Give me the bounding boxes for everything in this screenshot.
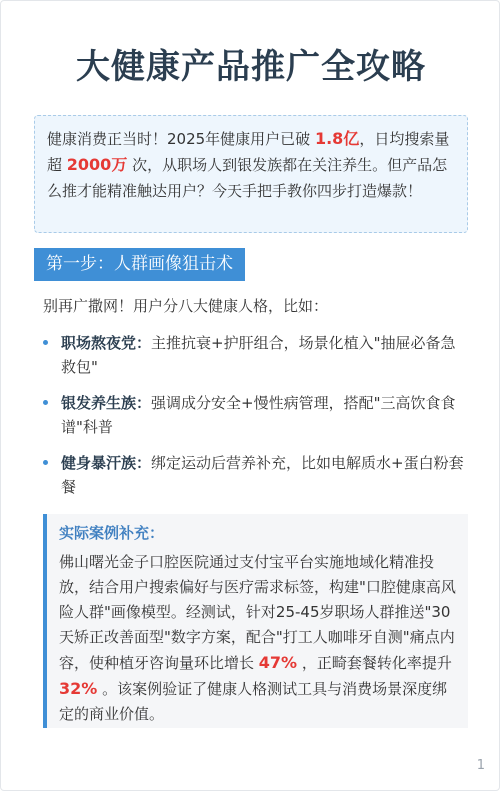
list-item — [43, 451, 468, 499]
persona-text: 绑定运动后营养补充，比如电解质水+蛋白粉套餐 — [61, 454, 464, 496]
intro-box — [34, 115, 468, 233]
persona-text: 强调成分安全+慢性病管理，搭配"三高饮食食谱"科普 — [61, 394, 456, 436]
case-text-1: 佛山曙光金子口腔医院通过支付宝平台实施地域化精准投放，结合用户搜索偏好与医疗需求标签，构建"口腔健康高风险人群"画像模型。经测试，针对25-45岁职场人群推送"30天矫正改善面型"数字方案，配合"打工人咖啡牙自测"痛点内容，使种植牙咨询量环比增长 — [59, 553, 456, 672]
list-item — [43, 391, 468, 439]
intro-highlight-searches: 2000万 — [66, 155, 128, 174]
bullet-dot-icon — [43, 400, 48, 405]
case-study-title: 实际案例补充： — [59, 524, 165, 542]
persona-term: 职场熬夜党： — [61, 334, 152, 352]
persona-text: 主推抗衰+护肝组合，场景化植入"抽屉必备急救包" — [61, 334, 456, 376]
case-highlight-consult-growth: 47% — [258, 653, 298, 672]
page-number: 1 — [476, 758, 485, 773]
intro-text-3: 次，从职场人到银发族都在关注养生。但产品怎么推才能精准触达用户？今天手把手教你四步打造爆款！ — [47, 156, 448, 200]
persona-list — [43, 331, 468, 511]
page-title: 大健康产品推广全攻略 — [76, 47, 426, 87]
case-text-3: 。该案例验证了健康人格测试工具与消费场景深度绑定的商业价值。 — [59, 680, 448, 723]
case-text-2: ，正畸套餐转化率提升 — [297, 654, 452, 672]
step1-lead: 别再广撒网！用户分八大健康人格，比如： — [43, 297, 329, 315]
step1-heading: 第一步：人群画像狙击术 — [34, 248, 245, 281]
bullet-dot-icon — [43, 460, 48, 465]
intro-text-1: 健康消费正当时！2025年健康用户已破 — [47, 130, 315, 148]
persona-term: 银发养生族： — [61, 394, 152, 412]
case-highlight-conversion: 32% — [59, 679, 98, 698]
intro-highlight-users: 1.8亿 — [314, 129, 360, 148]
list-item — [43, 331, 468, 379]
case-study-body — [59, 550, 456, 727]
bullet-dot-icon — [43, 340, 48, 345]
intro-text-2: ，日均搜索量超 — [47, 130, 450, 174]
case-study-box — [43, 514, 468, 728]
persona-term: 健身暴汗族： — [61, 454, 152, 472]
